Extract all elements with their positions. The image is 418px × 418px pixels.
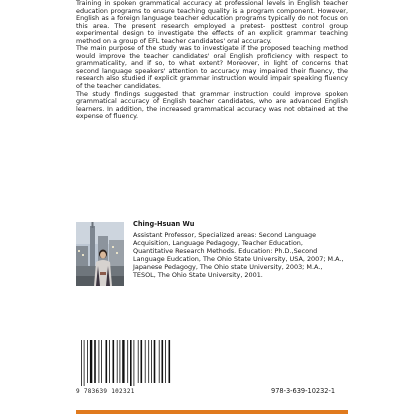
barcode-bar bbox=[127, 340, 128, 383]
barcode-bar bbox=[159, 340, 160, 383]
barcode-bar bbox=[101, 340, 102, 383]
barcode-bar bbox=[113, 340, 115, 383]
barcode-bar bbox=[148, 340, 149, 383]
barcode-icon bbox=[79, 340, 173, 386]
author-name: Ching-Hsuan Wu bbox=[133, 220, 195, 228]
barcode-bar bbox=[145, 340, 146, 383]
abstract-paragraph-2: The main purpose of the study was to investigate if the proposed teaching method would improve the teacher candidates' oral English proficiency with respect to grammaticality, and if so, to what extent? Moreover, in light of concerns that second language speakers' attention to accuracy may impaired their fluency, the research also studied if explicit grammar instruction would impair speaking fluency of the teacher candidates. bbox=[76, 44, 348, 91]
author-photo-image bbox=[76, 222, 124, 286]
barcode-bar bbox=[151, 340, 152, 383]
barcode-digits: 9 783639 102321 bbox=[76, 388, 135, 395]
isbn-number: 978-3-639-10232-1 bbox=[271, 387, 336, 395]
abstract bbox=[76, 0, 348, 121]
barcode-bar bbox=[99, 340, 100, 383]
barcode-bar bbox=[141, 340, 143, 383]
author-photo bbox=[76, 222, 124, 286]
barcode-bar bbox=[120, 340, 121, 383]
barcode-bar bbox=[117, 340, 118, 383]
abstract-paragraph-3: The study findings suggested that grammar instruction could improve spoken grammatical accuracy of English teacher candidates, who are advanced English learners. In addition, the increased grammatical accuracy was not obtained at the expense of fluency. bbox=[76, 89, 348, 121]
barcode-bar bbox=[130, 340, 132, 386]
barcode-bar bbox=[134, 340, 135, 386]
barcode-bar bbox=[94, 340, 96, 383]
barcode-bar bbox=[84, 340, 85, 386]
barcode-bar bbox=[81, 340, 82, 386]
barcode-bar bbox=[122, 340, 124, 383]
barcode-bar bbox=[90, 340, 92, 383]
barcode-bar bbox=[162, 340, 164, 383]
barcode-bar bbox=[169, 340, 171, 383]
barcode-bar bbox=[165, 340, 166, 383]
barcode-bar bbox=[109, 340, 110, 383]
barcode-bar bbox=[87, 340, 88, 383]
barcode-bar bbox=[106, 340, 108, 383]
barcode-bar bbox=[138, 340, 139, 383]
abstract-paragraph-1: Training in spoken grammatical accuracy at professional levels in English teacher education programs to ensure teaching quality is a program component. However, English as a foreign language teacher education programs typically do not focus on this area. The present research employed a pretest- posttest control group experimental design to investigate the effects of an explicit grammar teaching method on a group of EFL teacher candidates' oral accuracy. bbox=[76, 0, 348, 45]
accent-bar bbox=[76, 410, 348, 414]
barcode-bar bbox=[154, 340, 156, 383]
author-bio: Assistant Professor, Specialized areas: Second Language Acquisition, Language Pedagogy, Teacher Education, Quantitative Research Methods. Education: Ph.D.,Second Language Eudcation, The Ohio State University, USA, 2007; M.A., Japanese Pedagogy, The Ohio state University, 2003; M.A., TESOL, The Ohio State University, 2001. bbox=[133, 231, 344, 279]
